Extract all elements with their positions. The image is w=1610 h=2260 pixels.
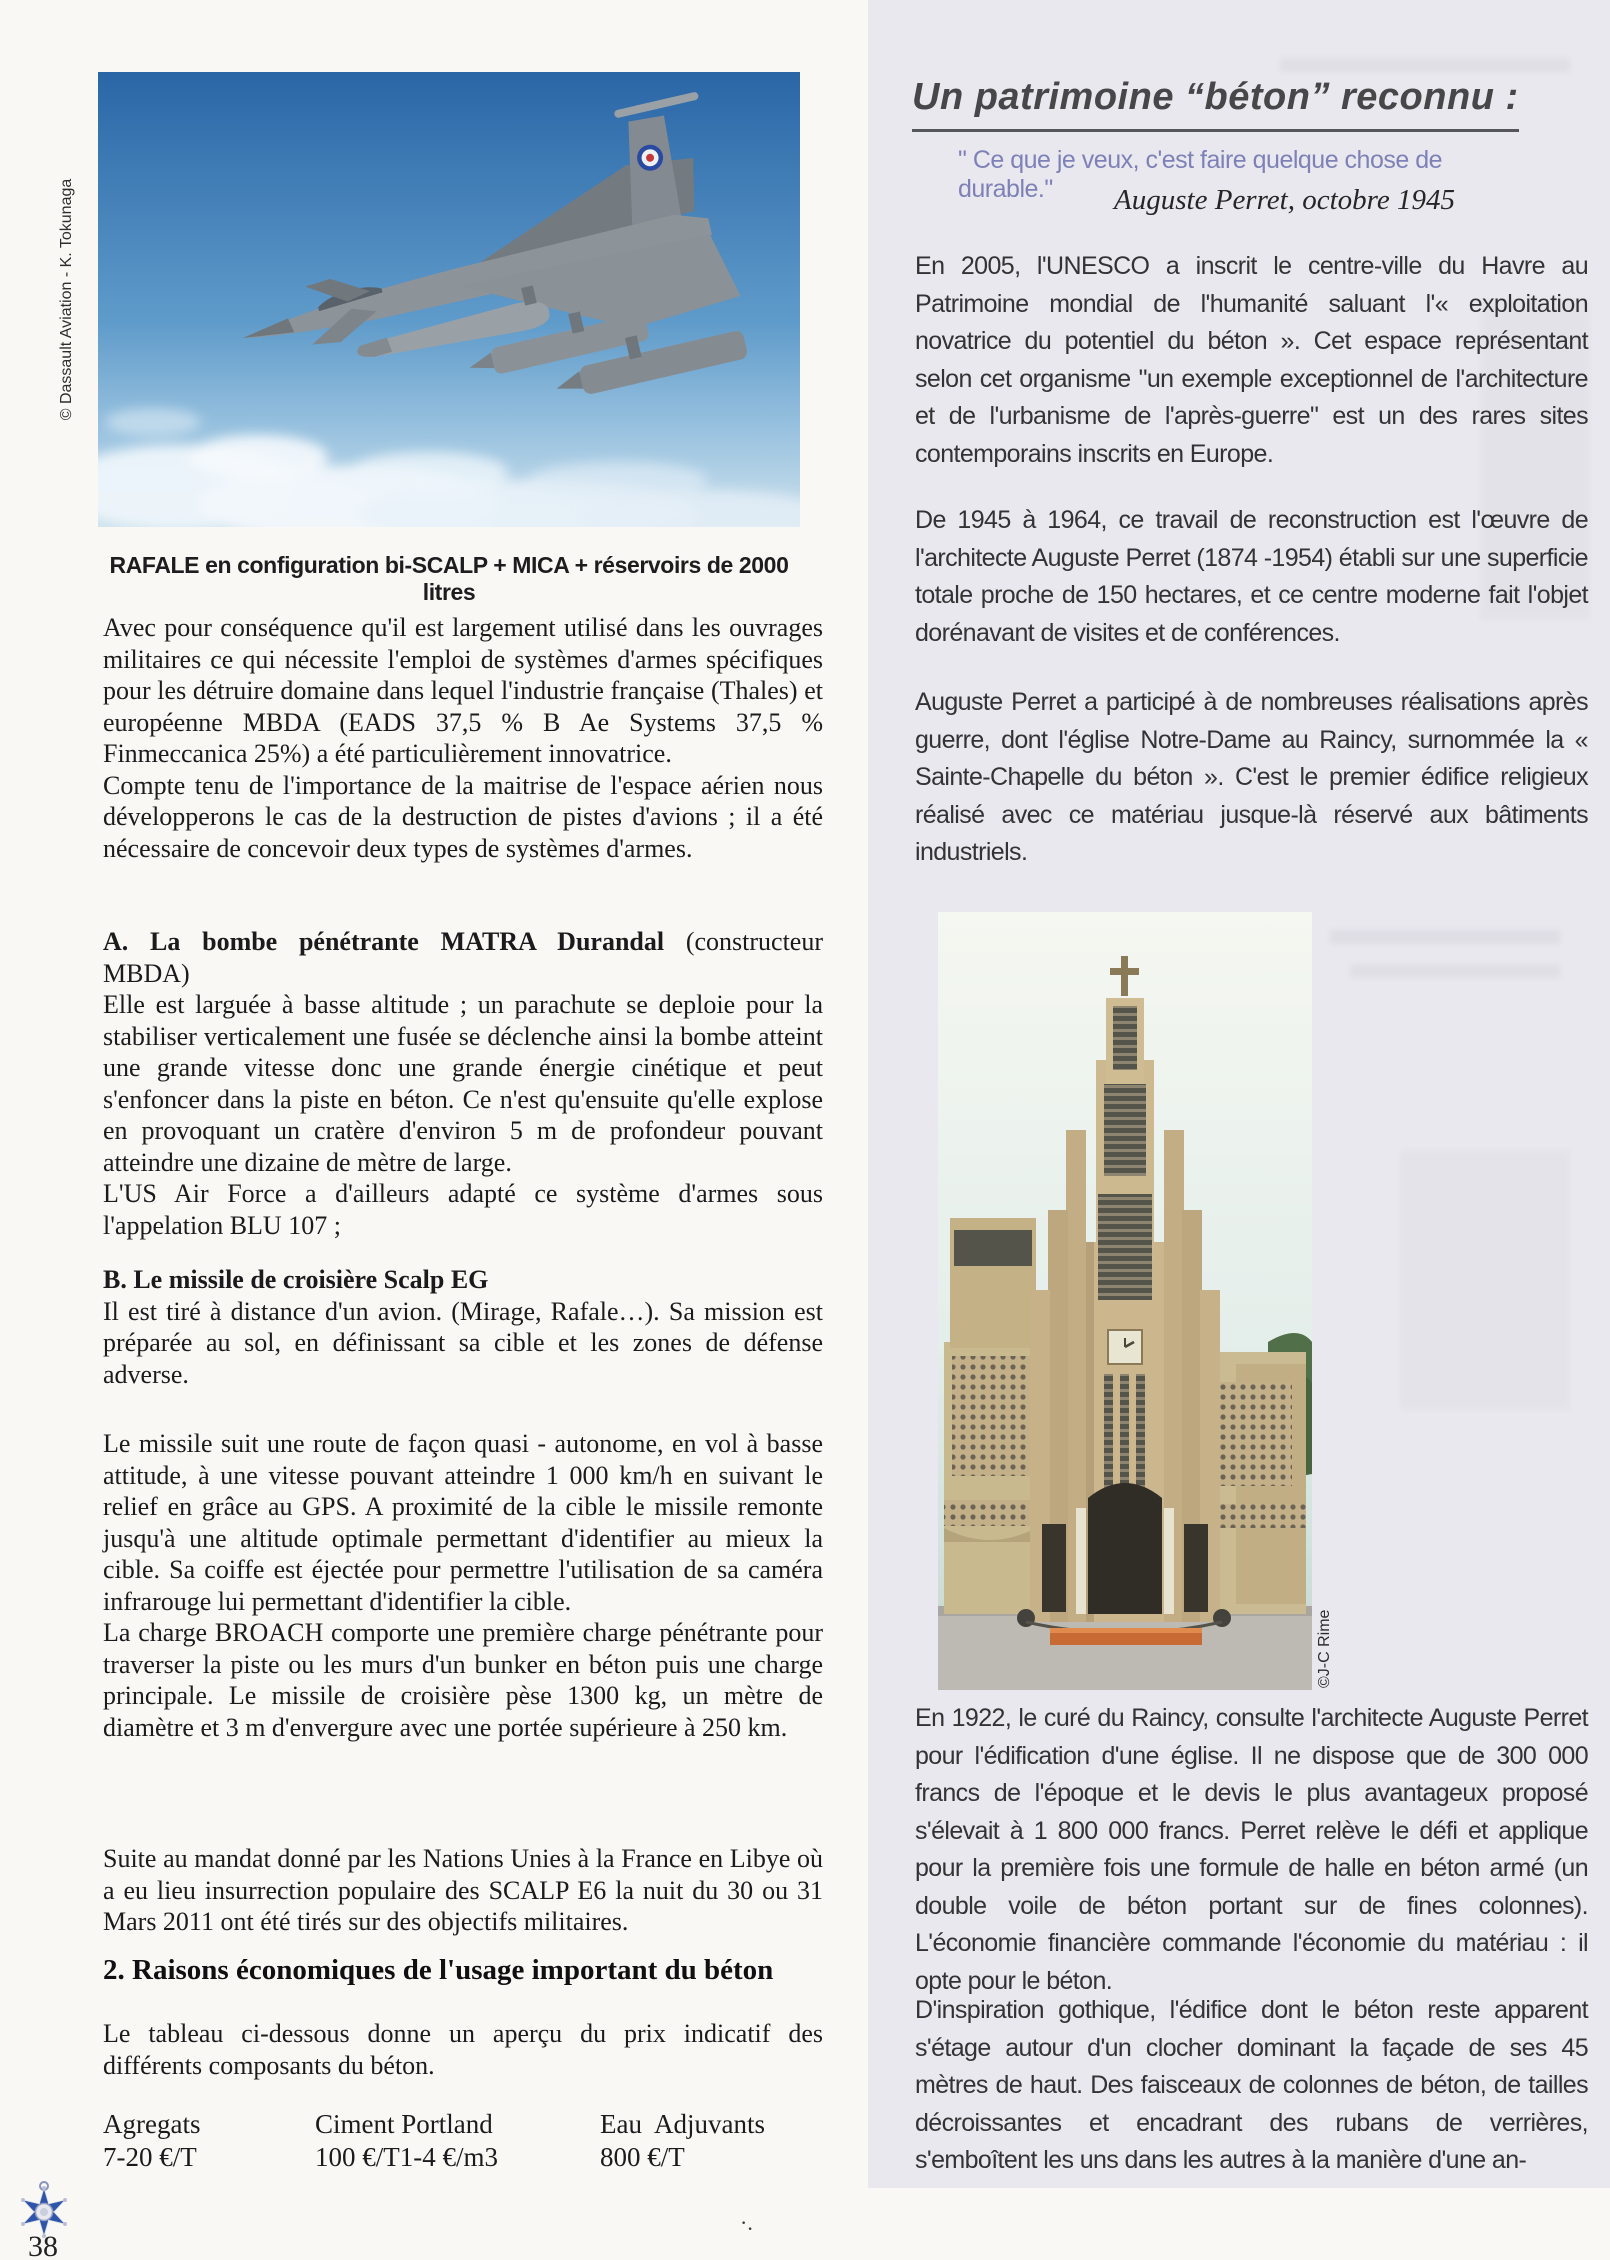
rafale-photo-illustration xyxy=(98,72,800,527)
paragraph: Compte tenu de l'importance de la maitrise de l'espace aérien nous développerons le cas de la destruction de pistes d'avions ; il a été nécessaire de concevoir deux types de systèmes d'armes. xyxy=(103,770,823,863)
right-column-title: Un patrimoine “béton” reconnu : xyxy=(912,76,1519,132)
perret-quote: " Ce que je veux, c'est faire quelque chose de durable." xyxy=(958,146,1443,203)
left-intro-paragraphs xyxy=(103,612,823,864)
rafale-photo xyxy=(98,72,800,527)
section-a-heading-bold: A. La bombe pénétrante MATRA Durandal xyxy=(103,927,665,956)
paragraph: Le missile suit une route de façon quasi - autonome, en vol à basse attitude, à une vitesse pouvant atteindre 1 000 km/h en suivant le relief en grâce au GPS. A proximité de la cible le missile remonte jusqu'à une altitude optimale permettant d'identifier au mieux la cible. Sa coiffe est éjectée pour permettre l'utilisation de sa caméra infrarouge lui permettant d'identifier la cible. xyxy=(103,1429,823,1616)
paragraph: De 1945 à 1964, ce travail de reconstruction est l'œuvre de l'architecte Auguste Perret (1874 -1954) établi sur une superficie totale proche de 150 hectares, et ce centre moderne fait l'objet dorénavant de visites et de conférences. xyxy=(915,506,1588,647)
price-cell-agregats xyxy=(103,2108,200,2174)
rafale-photo-caption: RAFALE en configuration bi-SCALP + MICA + réservoirs de 2000 litres xyxy=(109,552,789,605)
paragraph: Elle est larguée à basse altitude ; un parachute se deploie pour la stabiliser verticalement une fusée se déclenche ainsi la bombe atteint une grande vitesse donc une grande énergie cinétique et peut s'enfoncer dans la piste en béton. Ce n'est qu'ensuite qu'elle explose en provoquant un cratère d'environ 5 m de profondeur pouvant atteindre une dizaine de mètre de large. xyxy=(103,990,823,1177)
price-value: 800 €/T xyxy=(600,2142,685,2172)
page-number: 38 xyxy=(28,2230,58,2260)
section-b-body xyxy=(103,1428,823,1743)
church-photo-illustration xyxy=(938,912,1312,1690)
perret-quote-attribution: Auguste Perret, octobre 1945 xyxy=(1114,184,1455,216)
price-cell-eau-adjuvants xyxy=(600,2108,765,2174)
price-cell-ciment xyxy=(315,2108,498,2174)
section-a xyxy=(103,926,823,1241)
scan-speck: ·. xyxy=(740,2210,753,2235)
price-label: Eau Adjuvants xyxy=(600,2109,765,2139)
paragraph: En 2005, l'UNESCO a inscrit le centre-ville du Havre au Patrimoine mondial de l'humanité saluant l'« exploitation novatrice du potentiel du béton ». Cet espace représentant selon cet organisme "un exemple exceptionnel de l'architecture et de l'urbanisme de l'après-guerre" est un des rares sites contemporains inscrits en Europe. xyxy=(915,252,1588,468)
section-2-heading: 2. Raisons économiques de l'usage important du béton xyxy=(103,1954,774,1986)
section-b xyxy=(103,1264,823,1390)
section-a-heading-normal: (constructeur MBDA) xyxy=(103,927,824,988)
price-label: Ciment Portland xyxy=(315,2109,493,2139)
section-b-footer xyxy=(103,1843,823,1938)
paragraph: La charge BROACH comporte une première charge pénétrante pour traverser la piste ou les murs d'un bunker en béton puis une charge principale. Le missile de croisière pèse 1300 kg, un mètre de diamètre et 3 m d'envergure avec une portée supérieure à 250 km. xyxy=(103,1618,823,1742)
paragraph: En 1922, le curé du Raincy, consulte l'architecte Auguste Perret pour l'édification d'une église. Il ne dispose que de 300 000 francs de l'époque et le devis le plus avantageux proposé s'élevait à 1 800 000 francs. Perret relève le défi et applique pour la première fois une formule de halle en béton armé (un double voile de béton portant sur de fines colonnes). L'économie financière commande l'économie du matériau : il opte pour le béton. xyxy=(915,1704,1588,1995)
paragraph: Auguste Perret a participé à de nombreuses réalisations après guerre, dont l'église Notre-Dame au Raincy, surnommée la « Sainte-Chapelle du béton ». C'est le premier édifice religieux réalisé avec ce matériau jusque-là réservé aux bâtiments industriels. xyxy=(915,688,1588,866)
section-b-heading: B. Le missile de croisière Scalp EG xyxy=(103,1265,489,1294)
paragraph: L'US Air Force a d'ailleurs adapté ce système d'armes sous l'appelation BLU 107 ; xyxy=(103,1179,823,1240)
section-a-heading xyxy=(103,926,823,989)
rafale-photo-credit: © Dassault Aviation - K. Tokunaga xyxy=(58,178,75,421)
paragraph: Suite au mandat donné par les Nations Unies à la France en Libye où a eu lieu insurrection populaire des SCALP E6 la nuit du 30 ou 31 Mars 2011 ont été tirés sur des objectifs militaires. xyxy=(103,1844,823,1936)
section-2-intro xyxy=(103,2018,823,2081)
church-photo xyxy=(938,912,1312,1690)
price-label: Agregats xyxy=(103,2109,201,2139)
paragraph: D'inspiration gothique, l'édifice dont le béton reste apparent s'étage autour d'un clocher dominant la façade de ses 45 mètres de haut. Des faisceaux de colonnes de béton, de tailles décroissantes et encadrant des rubans de verrières, s'emboîtent les uns dans les autres à la manière d'une an- xyxy=(915,1996,1588,2174)
church-photo-credit: ©J-C Rime xyxy=(1316,1609,1333,1688)
paragraph: Il est tiré à distance d'un avion. (Mirage, Rafale…). Sa mission est préparée au sol, en définissant sa cible et les zones de défense adverse. xyxy=(103,1296,823,1389)
price-value: 100 €/T1-4 €/m3 xyxy=(315,2142,498,2172)
price-value: 7-20 €/T xyxy=(103,2142,197,2172)
paragraph: Avec pour conséquence qu'il est largement utilisé dans les ouvrages militaires ce qui nécessite l'emploi de systèmes d'armes spécifiques pour les détruire domaine dans lequel l'industrie française (Thales) et européenne MBDA (EADS 37,5 % B Ae Systems 37,5 % Finmeccanica 25%) a été particulièrement innovatrice. xyxy=(103,613,823,768)
paragraph: Le tableau ci-dessous donne un aperçu du prix indicatif des différents composants du béton. xyxy=(103,2019,823,2080)
